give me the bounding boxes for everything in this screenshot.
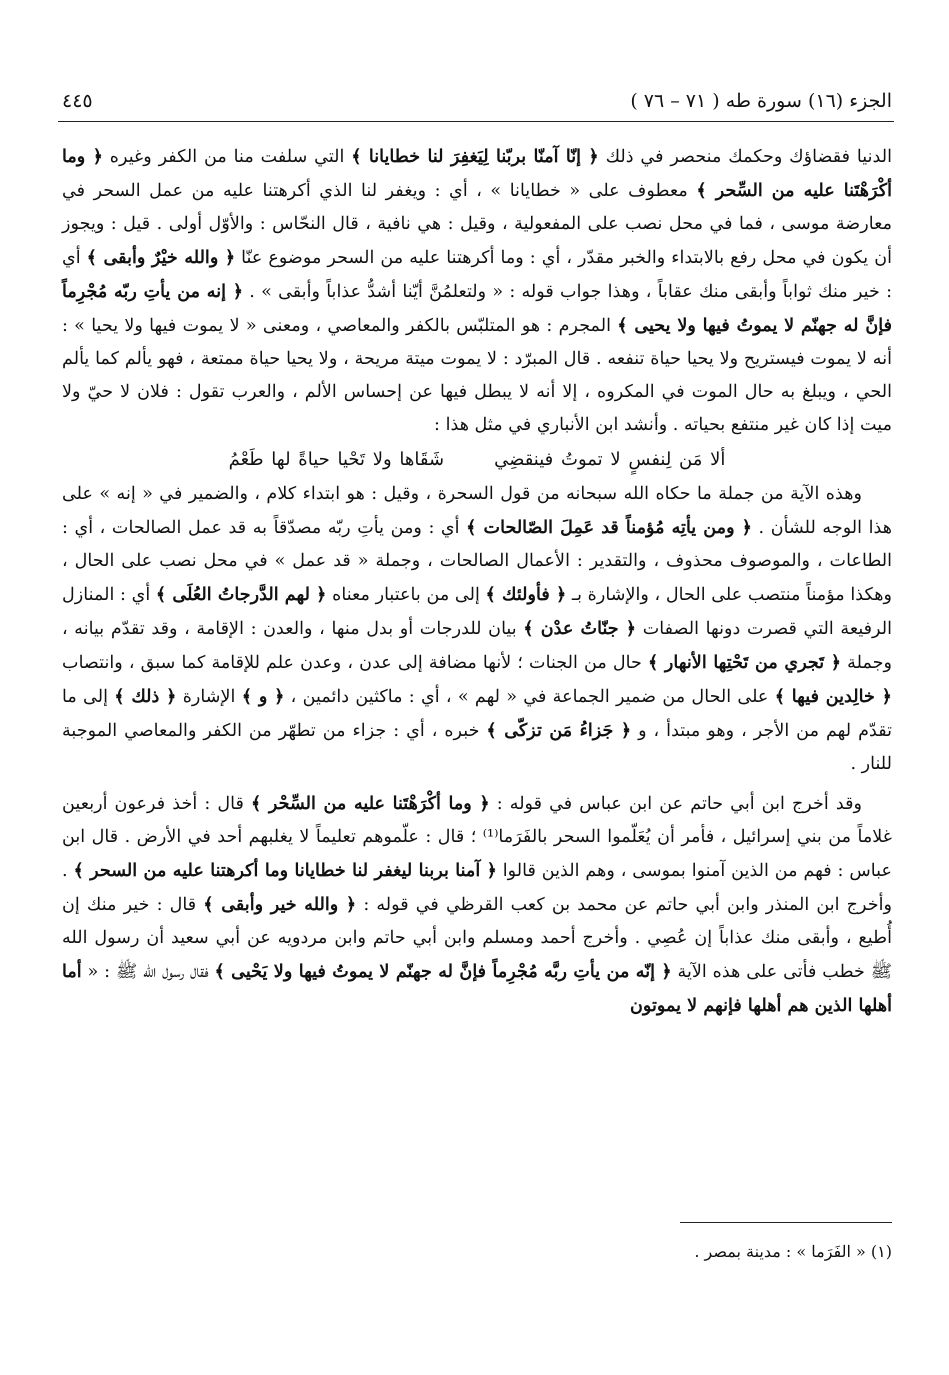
running-header-title: الجزء (١٦) سورة طه ( ٧١ – ٧٦ ) bbox=[630, 90, 892, 112]
quran-quote: ﴿ فأولئك ﴾ bbox=[485, 584, 567, 605]
header-divider bbox=[58, 121, 894, 122]
quran-quote: ﴿ و ﴾ bbox=[241, 686, 285, 707]
poetry-verse bbox=[62, 442, 892, 478]
paragraph bbox=[62, 787, 892, 1023]
page-number: ٤٤٥ bbox=[62, 90, 93, 112]
text-run: معطوف على « خطايانا » ، أي : ويغفر لنا الذي أكرهتنا عليه من عمل السحر في معارضة موسى ، فما في محل نصب على المفعولية ، وقيل : هي نافية ، قال النحّاس : والأوّل أولى . قيل : ويجوز أن يكون في محل رفع بالابتداء والخبر مقدّر ، أي : وما أكرهتنا عليه من السحر موضوع عنّا bbox=[62, 181, 893, 268]
verse-first-hemistich: ألا مَن لِنفسٍ لا تموتُ فينقضِي bbox=[494, 449, 726, 470]
quran-quote: ﴿ والله خيْرٌ وأبقى ﴾ bbox=[86, 247, 236, 268]
quran-quote: ﴿ وما أكْرَهْتَنا عليه من السِّحر ﴾ bbox=[62, 146, 892, 201]
quran-quote: ﴿ إنه من يأتِ ربّه مُجْرِماً فإنَّ له جهنّم لا يموتُ فيها ولا يحيى ﴾ bbox=[62, 281, 893, 336]
quran-quote: ﴿ جنّاتُ عدْن ﴾ bbox=[523, 618, 637, 639]
quran-quote: ﴿ خالِدين فيها ﴾ bbox=[774, 686, 892, 707]
text-run: المجرم : هو المتلبّس بالكفر والمعاصي ، ومعنى « لا يموت فيها ولا يحيا » : أنه لا يموت فيستريح ولا يحيا حياة تنفعه . قال المبرّد : لا يموت ميتة مريحة ، ولا يحيا حياة ممتعة ، فهو يألم كما يألم الحي ، ويبلغ به حال الموت في المكروه ، إلا أنه لا يبطل فيها عن إحساس الألم ، والعرب تقول : فلان لا حيّ ولا ميت إذا كان غير منتفع بحياته . وأنشد ابن الأنباري في مثل هذا : bbox=[62, 316, 892, 435]
quran-quote: ﴿ إنّا آمنّا بربّنا لِيَغفِرَ لنا خطايانا ﴾ bbox=[351, 146, 599, 167]
text-run: إلى من باعتبار معناه bbox=[326, 585, 486, 605]
text-run: أي : ومن يأتِ ربّه مصدّقاً به قد عمل الصالحات ، أي : الطاعات ، والموصوف محذوف ، والتقدير : الأعمال الصالحات ، وجملة « قد عمل » في محل نصب على الحال ، وهكذا مؤمناً منتصب على الحال ، والإشارة بـ bbox=[62, 518, 892, 605]
text-run: أي : المنازل الرفيعة التي قصرت دونها الصفات bbox=[62, 585, 892, 639]
page-header bbox=[62, 88, 892, 116]
quran-quote: ﴿ تَجري من تَحْتِها الأنهار ﴾ bbox=[647, 652, 842, 673]
verse-second-hemistich: شَقَاها ولا تَحْيا حياةً لها طَعْمُ bbox=[228, 449, 445, 470]
text-run: حال من الجنات ؛ لأنها مضافة إلى عدن ، وعدن علم للإقامة كما سبق ، وانتصاب bbox=[62, 653, 648, 673]
footnote: (١) « الفَرَما » : مدينة بمصر . bbox=[694, 1242, 892, 1261]
text-run: فقال رسول الله ﷺ : « bbox=[81, 962, 215, 982]
main-text bbox=[62, 140, 892, 1023]
quran-quote: أما أهلها الذين هم أهلها فإنهم لا يموتون bbox=[62, 961, 892, 1016]
quran-quote: ﴿ وما أكْرَهْتَنا عليه من السِّحْر ﴾ bbox=[250, 793, 490, 814]
text-run: التي سلفت منا من الكفر وغيره bbox=[102, 147, 352, 167]
quran-quote: ﴿ والله خير وأبقى ﴾ bbox=[203, 894, 357, 915]
text-run: قال : خير منك إن أُطيع ، وأبقى منك عذاباً إن عُصِي . وأخرج أحمد ومسلم وابن أبي حاتم وابن مردويه عن أبي سعيد أن رسول الله ﷺ خطب فأتى على هذه الآية bbox=[62, 895, 892, 982]
quran-quote: ﴿ لهم الدَّرجاتُ العُلَى ﴾ bbox=[155, 584, 327, 605]
quran-quote: ﴿ إنّه من يأتِ ربَّه مُجْرِماً فإنَّ له جهنّم لا يموتُ فيها ولا يَحْيى ﴾ bbox=[214, 961, 672, 982]
text-run: . وأخرج ابن المنذر وابن أبي حاتم عن محمد بن كعب القرظي في قوله : bbox=[62, 861, 892, 915]
text-run: خبره ، أي : جزاء من تطهّر من الكفر والمعاصي الموجبة للنار . bbox=[62, 721, 892, 774]
quran-quote: ﴿ جَزاءُ مَن تزكّى ﴾ bbox=[486, 720, 632, 741]
paragraph bbox=[62, 140, 892, 442]
quran-quote: ﴿ ومن يأتِه مُؤمناً قد عَمِلَ الصّالحات ﴾ bbox=[466, 517, 752, 538]
text-run: وقد أخرج ابن أبي حاتم عن ابن عباس في قوله : bbox=[489, 794, 862, 814]
text-run: إلى ما تقدّم لهم من الأجر ، وهو مبتدأ ، و bbox=[62, 687, 893, 741]
quran-quote: ﴿ آمنا بربنا ليغفر لنا خطايانا وما أكرهتنا عليه من السحر ﴾ bbox=[73, 860, 497, 881]
text-run: قال : أخذ فرعون أربعين غلاماً من بني إسرائيل ، فأمر أن يُعَلّموا السحر بالفَرَما⁽¹⁾ ؛ قال : علّموهم تعليماً لا يغلبهم أحد في الأرض . قال ابن عباس : فهم من الذين آمنوا بموسى ، وهم الذين قالوا bbox=[62, 794, 892, 881]
text-run: الإشارة bbox=[176, 687, 242, 707]
text-run: الدنيا فقضاؤك وحكمك منحصر في ذلك bbox=[598, 147, 892, 167]
paragraph bbox=[62, 478, 892, 781]
text-run: بيان للدرجات أو بدل منها ، والعدن : الإقامة ، وقد تقدّم بيانه ، وجملة bbox=[62, 619, 892, 673]
footnote-divider bbox=[680, 1222, 892, 1223]
quran-quote: ﴿ ذلك ﴾ bbox=[114, 686, 177, 707]
text-run: وهذه الآية من جملة ما حكاه الله سبحانه من قول السحرة ، وقيل : هو ابتداء كلام ، والضمير في « إنه » على هذا الوجه للشأن . bbox=[62, 484, 893, 538]
text-run: على الحال من ضمير الجماعة في « لهم » ، أي : ماكثين دائمين ، bbox=[284, 687, 775, 707]
text-run: أي : خير منك ثواباً وأبقى منك عقاباً ، وهذا جواب قوله : « ولتعلمُنَّ أيّنا أشدُّ عذاباً وأبقى » . bbox=[62, 248, 893, 302]
